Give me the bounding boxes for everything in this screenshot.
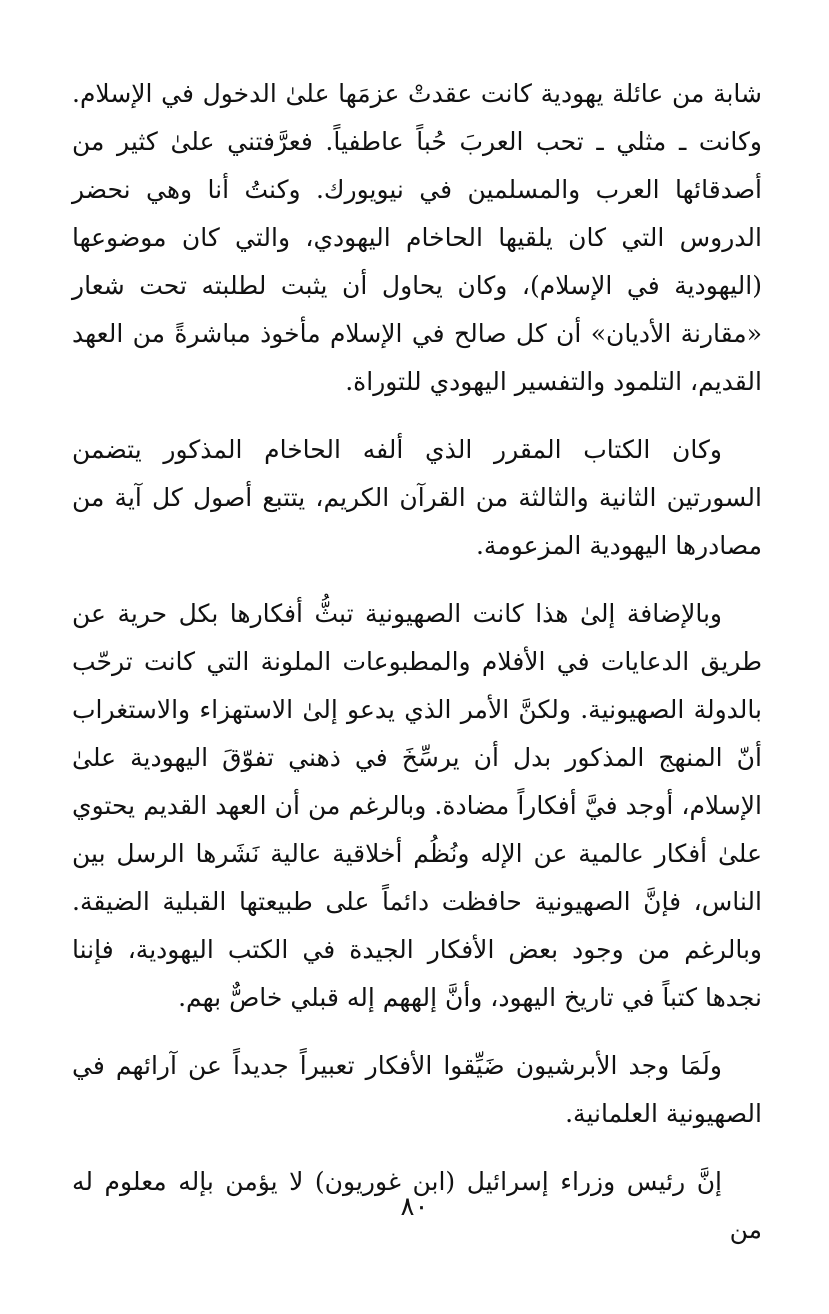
page-number: ٨٠ bbox=[400, 1192, 429, 1222]
page-text bbox=[72, 70, 762, 1254]
paragraph-gap bbox=[72, 406, 762, 426]
paragraph-gap bbox=[72, 1138, 762, 1158]
paragraph-3: وبالإضافة إلىٰ هذا كانت الصهيونية تبثُّ أفكارها بكل حرية عن طريق الدعايات في الأفلام والمطبوعات الملونة التي كانت ترحّب بالدولة الصهيونية. ولكنَّ الأمر الذي يدعو إلىٰ الاستهزاء والاستغراب أنّ المنهج المذكور بدل أن يرسِّخَ في ذهني تفوّقَ اليهودية علىٰ الإسلام، أوجد فيَّ أفكاراً مضادة. وبالرغم من أن العهد القديم يحتوي علىٰ أفكار عالمية عن الإله ونُظُم أخلاقية عالية نَشَرها الرسل بين الناس، فإنَّ الصهيونية حافظت دائماً على طبيعتها القبلية الضيقة. وبالرغم من وجود بعض الأفكار الجيدة في الكتب اليهودية، فإننا نجدها كتباً في تاريخ اليهود، وأنَّ إلههم إله قبلي خاصٌّ بهم. bbox=[72, 599, 762, 1012]
paragraph-2: وكان الكتاب المقرر الذي ألفه الحاخام المذكور يتضمن السورتين الثانية والثالثة من القرآن الكريم، يتتبع أصول كل آية من مصادرها اليهودية المزعومة. bbox=[72, 435, 762, 560]
paragraph-1: شابة من عائلة يهودية كانت عقدتْ عزمَها علىٰ الدخول في الإسلام. وكانت ـ مثلي ـ تحب العربَ حُباً عاطفياً. فعرَّفتني علىٰ كثير من أصدقائها العرب والمسلمين في نيويورك. وكنتُ أنا وهي نحضر الدروس التي كان يلقيها الحاخام اليهودي، والتي كان موضوعها (اليهودية في الإسلام)، وكان يحاول أن يثبت لطلبته تحت شعار «مقارنة الأديان» أن كل صالح في الإسلام مأخوذ مباشرةً من العهد القديم، التلمود والتفسير اليهودي للتوراة. bbox=[72, 79, 762, 396]
paragraph-gap bbox=[72, 1022, 762, 1042]
paragraph-5: إنَّ رئيس وزراء إسرائيل (ابن غوريون) لا يؤمن بإله معلوم له من bbox=[72, 1167, 762, 1244]
paragraph-gap bbox=[72, 570, 762, 590]
paragraph-4: ولَمَا وجد الأبرشيون ضَيِّقوا الأفكار تعبيراً جديداً عن آرائهم في الصهيونية العلمانية. bbox=[72, 1051, 762, 1128]
